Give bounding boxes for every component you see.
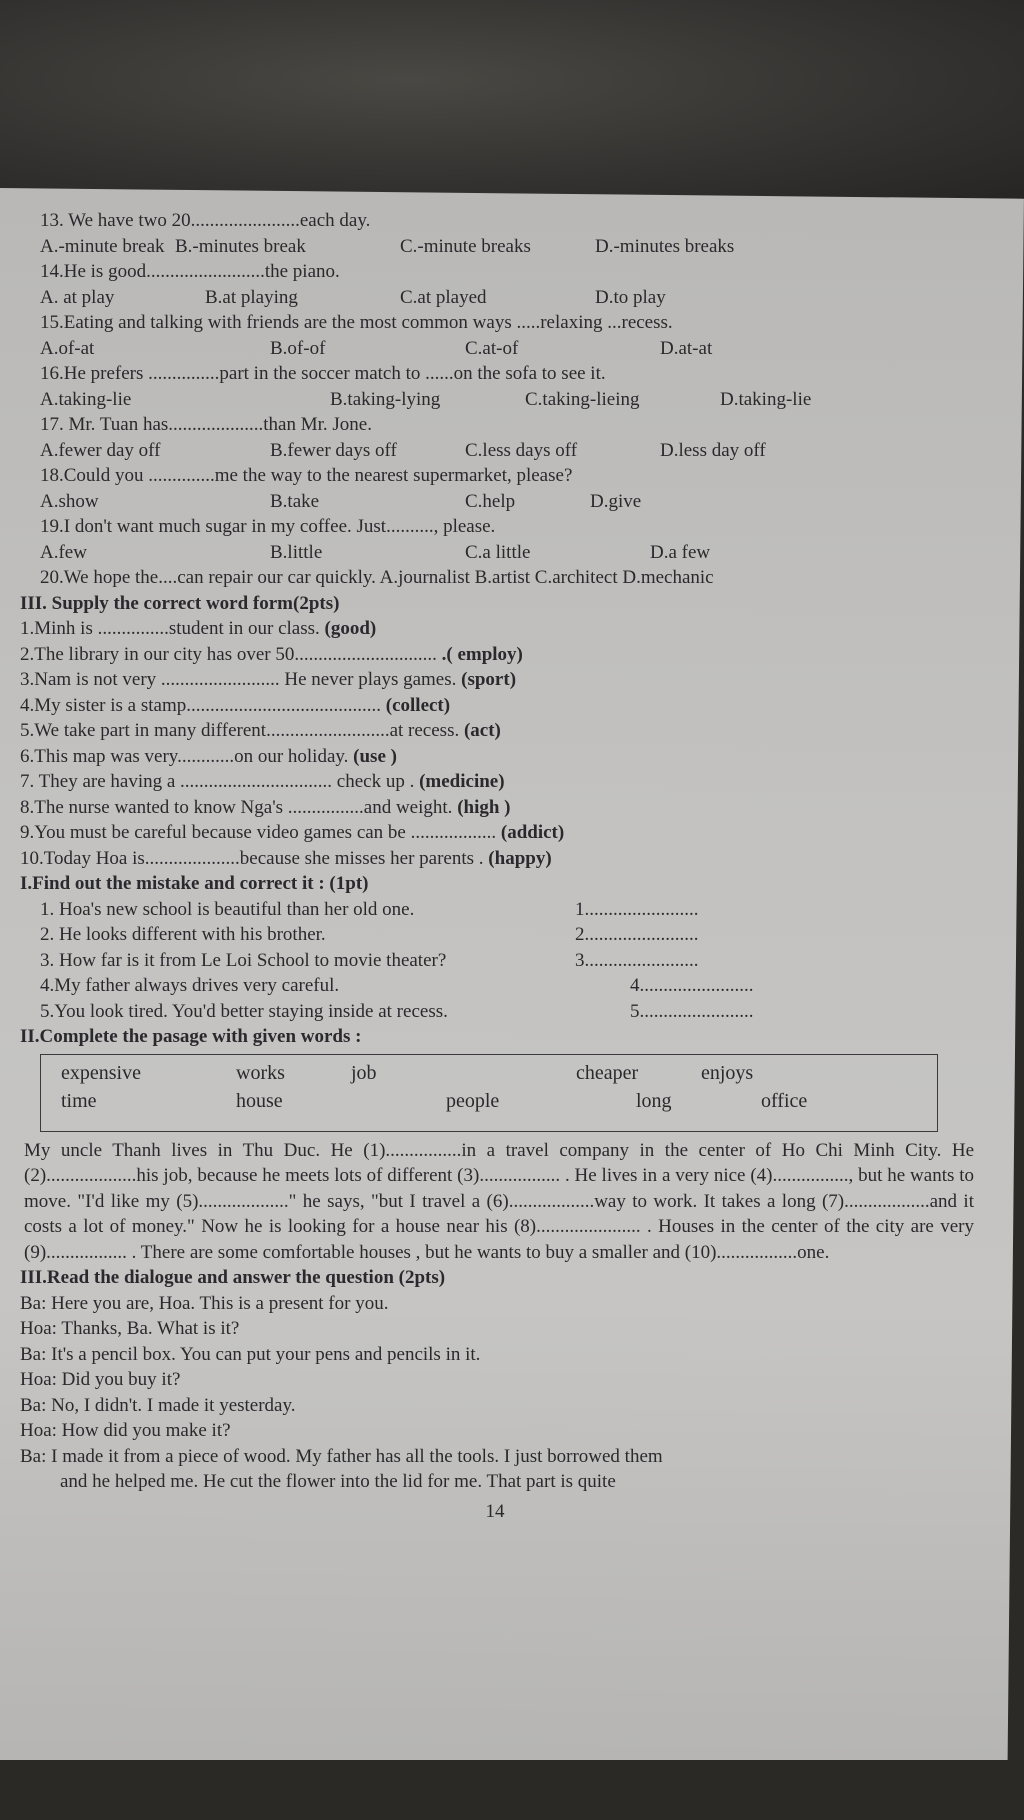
word: expensive [61,1061,141,1084]
dialogue-line: Hoa: Thanks, Ba. What is it? [20,1318,240,1339]
dialogue-line: Ba: No, I didn't. I made it yesterday. [20,1394,296,1416]
word: time [61,1089,97,1112]
question-17-options [20,438,1010,464]
question-15: 15.Eating and talking with friends are the most common ways .....relaxing ...recess. [40,312,673,333]
word: house [236,1089,283,1112]
mistake-item: 4.My father always drives very careful. 4........................ [40,975,754,996]
option-d: D.to play [595,286,666,308]
word-form-item: 9.You must be careful because video games can be .................. (addict) [20,822,565,843]
option-b: B.-minutes break [175,235,306,257]
question-18-options [20,489,1010,515]
option-c: C.-minute breaks [400,235,531,257]
question-16: 16.He prefers ...............part in the soccer match to ......on the sofa to see it. [40,363,606,384]
option-a: A.of-at [40,337,95,359]
word-box [40,1054,938,1132]
dialogue-line: and he helped me. He cut the flower into the lid for me. That part is quite [60,1471,616,1492]
option-b: B.of-of [270,337,326,359]
word: office [761,1089,808,1112]
option-d: D.taking-lie [720,388,812,410]
question-14-options [20,285,1010,311]
dialogue-line: Ba: It's a pencil box. You can put your pens and pencils in it. [20,1343,481,1365]
option-b: B.take [270,490,320,512]
option-a: A.fewer day off [40,439,161,461]
section-mistake-heading: I.Find out the mistake and correct it : (1pt) [20,873,369,894]
option-c: C.less days off [465,439,578,461]
word: enjoys [701,1061,754,1084]
question-15-options [20,336,1010,362]
option-c: C.taking-lieing [525,388,640,410]
word-form-item: 5.We take part in many different..........................at recess. (act) [20,720,501,741]
question-17: 17. Mr. Tuan has....................than Mr. Jone. [40,414,372,435]
dialogue-line: Ba: I made it from a piece of wood. My father has all the tools. I just borrowed them [20,1445,663,1467]
worksheet-content [20,208,1010,1524]
mistake-item: 2. He looks different with his brother. 2........................ [40,924,699,945]
option-a: A.few [40,541,87,563]
page-number: 14 [485,1500,505,1522]
option-b: B.at playing [205,286,298,308]
option-c: C.at played [400,286,487,308]
question-19: 19.I don't want much sugar in my coffee. Just.........., please. [40,516,496,537]
word-form-item: 1.Minh is ...............student in our class. (good) [20,618,377,639]
question-18: 18.Could you ..............me the way to the nearest supermarket, please? [40,465,573,486]
question-13-options [20,234,1010,260]
option-d: D.at-at [660,337,713,359]
option-a: A.show [40,490,99,512]
word: cheaper [576,1061,639,1084]
word-form-item: 4.My sister is a stamp......................................... (collect) [20,694,451,716]
question-19-options [20,540,1010,566]
mistake-item: 5.You look tired. You'd better staying inside at recess. 5........................ [40,1000,754,1022]
mistake-item: 1. Hoa's new school is beautiful than her old one. 1........................ [40,898,699,920]
word-form-item: 8.The nurse wanted to know Nga's ................and weight. (high ) [20,796,511,818]
option-d: D.-minutes breaks [595,235,735,257]
option-b: B.little [270,541,323,563]
option-a: A. at play [40,286,115,308]
word-form-item: 10.Today Hoa is....................because she misses her parents . (happy) [20,847,552,869]
dialogue-line: Hoa: How did you make it? [20,1420,231,1441]
question-16-options [20,387,1010,413]
option-c: C.a little [465,541,531,563]
word: long [636,1089,672,1112]
background-bottom [0,1760,1024,1820]
word: people [446,1089,500,1112]
option-b: B.fewer days off [270,439,397,461]
passage: My uncle Thanh lives in Thu Duc. He (1)................in a travel company in the center of Ho Chi Minh City. He (2)...................his job, because he meets lots of different (3)................. . He lives in a very nice (4)................, but he wants to move. "I'd like my (5)..................." he says, "but I travel a (6)..................way to work. It takes a long (7)..................and it costs a lot of money." Now he is looking for a house near his (8)...................... . Houses in the center of the city are very (9)................. . There are some comfortable houses , but he wants to buy a smaller and (10).................one. [24,1139,974,1263]
background-top [0,0,1024,200]
word: job [351,1061,377,1084]
option-a: A.-minute break [40,235,165,257]
question-13: 13. We have two 20.......................each day. [40,210,371,231]
option-d: D.give [590,490,642,512]
word-form-item: 3.Nam is not very ......................... He never plays games. (sport) [20,669,517,690]
option-a: A.taking-lie [40,388,132,410]
option-d: D.less day off [660,439,766,461]
mistake-item: 3. How far is it from Le Loi School to movie theater? 3........................ [40,949,699,971]
dialogue-line: Ba: Here you are, Hoa. This is a present for you. [20,1292,389,1314]
word-form-item: 6.This map was very............on our holiday. (use ) [20,745,397,767]
option-c: C.help [465,490,516,512]
dialogue-line: Hoa: Did you buy it? [20,1369,181,1390]
option-d: D.a few [650,541,711,563]
question-14: 14.He is good.........................the piano. [40,261,340,282]
option-b: B.taking-lying [330,388,441,410]
section-dialogue-heading: III.Read the dialogue and answer the question (2pts) [20,1267,446,1288]
section-word-form-heading: III. Supply the correct word form(2pts) [20,592,340,614]
word: works [236,1061,285,1084]
section-passage-heading: II.Complete the pasage with given words : [20,1026,362,1047]
question-20: 20.We hope the....can repair our car quickly. A.journalist B.artist C.architect D.mechanic [40,567,714,588]
word-form-item: 2.The library in our city has over 50.............................. .( employ) [20,643,523,665]
word-form-item: 7. They are having a ................................ check up . (medicine) [20,771,505,792]
option-c: C.at-of [465,337,519,359]
